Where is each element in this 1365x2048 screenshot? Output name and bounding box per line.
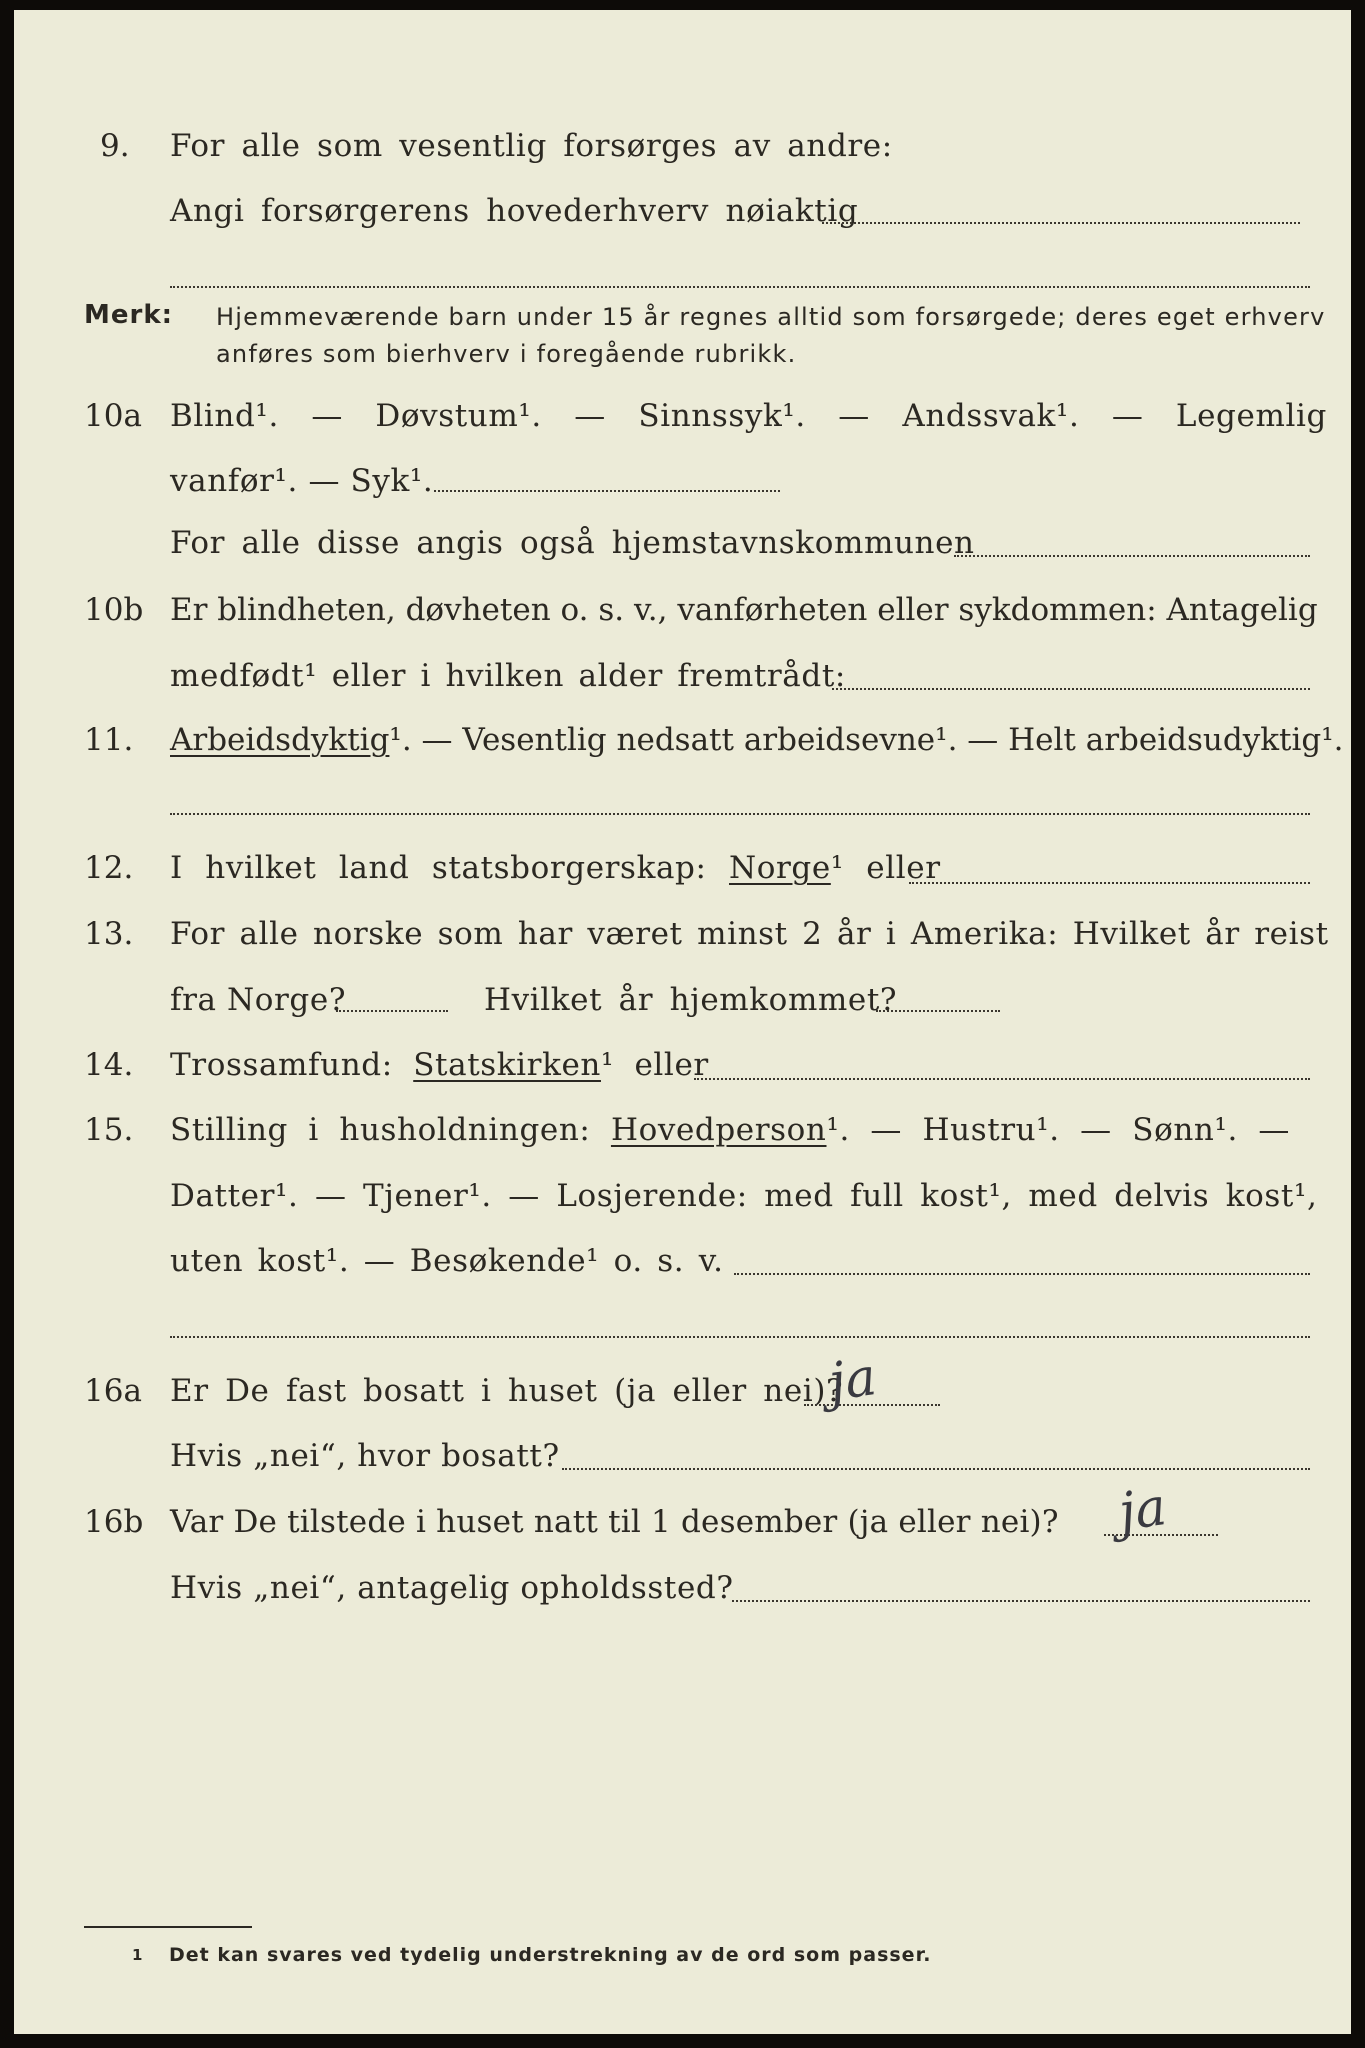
q12-suffix: ¹ eller bbox=[830, 850, 941, 886]
q11-blank-line[interactable] bbox=[170, 813, 1310, 815]
q16b-line2: Hvis „nei“, antagelig opholdssted? bbox=[170, 1570, 734, 1606]
merk-line1: Hjemmeværende barn under 15 år regnes alltid som forsørgede; deres eget erhverv bbox=[216, 303, 1326, 331]
q14-line bbox=[170, 1047, 709, 1083]
q10b-answer-line[interactable] bbox=[832, 688, 1310, 690]
q10a-line2: vanfør¹. — Syk¹. bbox=[170, 463, 434, 499]
q11-options-rest: ¹. — Vesentlig nedsatt arbeidsevne¹. — Helt arbeidsudyktig¹. bbox=[389, 722, 1344, 758]
q15-line1-rest: ¹. — Hustru¹. — Sønn¹. — bbox=[826, 1112, 1290, 1148]
q16a-line2: Hvis „nei“, hvor bosatt? bbox=[170, 1438, 560, 1474]
q14-suffix: ¹ eller bbox=[600, 1047, 709, 1083]
q16a-line1: Er De fast bosatt i huset (ja eller nei)? bbox=[170, 1373, 844, 1409]
q14-answer-line[interactable] bbox=[694, 1078, 1310, 1080]
q14-number: 14. bbox=[84, 1047, 134, 1083]
q13-line2a: fra Norge? bbox=[170, 982, 347, 1018]
q13-reist-answer-line[interactable] bbox=[336, 1010, 448, 1012]
q13-hjemkommet-answer-line[interactable] bbox=[876, 1010, 1000, 1012]
q16a-bosatt-answer-line[interactable] bbox=[562, 1468, 1310, 1470]
q12-answer-line[interactable] bbox=[909, 882, 1310, 884]
q15-blank-line[interactable] bbox=[170, 1336, 1310, 1338]
q15-number: 15. bbox=[84, 1112, 134, 1148]
q10a-number: 10a bbox=[84, 398, 142, 434]
q16b-opholdssted-answer-line[interactable] bbox=[732, 1600, 1310, 1602]
q13-line2b: Hvilket år hjemkommet? bbox=[484, 982, 898, 1018]
q16b-number: 16b bbox=[84, 1504, 144, 1540]
q12-line bbox=[170, 850, 941, 886]
footnote-text: Det kan svares ved tydelig understrekning av de ord som passer. bbox=[169, 1944, 932, 1966]
census-form-page bbox=[14, 10, 1351, 2034]
q15-line2: Datter¹. — Tjener¹. — Losjerende: med full kost¹, med delvis kost¹, bbox=[170, 1178, 1318, 1214]
q9-line1: For alle som vesentlig forsørges av andre: bbox=[170, 128, 893, 164]
q9-answer-line[interactable] bbox=[822, 222, 1300, 224]
q15-answer-line[interactable] bbox=[734, 1273, 1310, 1275]
q10b-line2: medfødt¹ eller i hvilken alder fremtrådt: bbox=[170, 658, 846, 694]
footnote-mark: 1 bbox=[132, 1946, 144, 1964]
q11-line bbox=[170, 722, 1344, 758]
q10a-line1: Blind¹. — Døvstum¹. — Sinnssyk¹. — Andssvak¹. — Legemlig bbox=[170, 398, 1327, 434]
q14-prefix: Trossamfund: bbox=[170, 1047, 393, 1083]
merk-line2: anføres som bierhverv i foregående rubrikk. bbox=[216, 340, 797, 368]
q12-number: 12. bbox=[84, 850, 134, 886]
footnote-rule bbox=[84, 1926, 252, 1928]
q10a-syk-answer-line[interactable] bbox=[434, 490, 780, 492]
q12-option-norge[interactable]: Norge bbox=[729, 850, 831, 886]
q16a-number: 16a bbox=[84, 1373, 142, 1409]
q11-number: 11. bbox=[84, 722, 134, 758]
q16a-handwritten-answer: ja bbox=[825, 1347, 881, 1413]
q16b-handwritten-answer: ja bbox=[1115, 1477, 1171, 1543]
q13-number: 13. bbox=[84, 916, 134, 952]
q9-number: 9. bbox=[100, 128, 130, 164]
q10a-line3: For alle disse angis også hjemstavnskommunen bbox=[170, 525, 975, 561]
q10b-number: 10b bbox=[84, 592, 144, 628]
q13-line1: For alle norske som har været minst 2 år i Amerika: Hvilket år reist bbox=[170, 916, 1329, 952]
q10b-line1: Er blindheten, døvheten o. s. v., vanførheten eller sykdommen: Antagelig bbox=[170, 592, 1318, 628]
q15-option-hovedperson[interactable]: Hovedperson bbox=[610, 1112, 827, 1148]
q11-option-arbeidsdyktig[interactable]: Arbeidsdyktig bbox=[170, 722, 390, 758]
q14-option-statskirken[interactable]: Statskirken bbox=[413, 1047, 601, 1083]
q15-line1 bbox=[170, 1112, 1290, 1148]
merk-label: Merk: bbox=[84, 300, 174, 330]
q9-blank-line[interactable] bbox=[170, 286, 1310, 288]
q12-prefix: I hvilket land statsborgerskap: bbox=[170, 850, 707, 886]
q15-prefix: Stilling i husholdningen: bbox=[170, 1112, 591, 1148]
q10a-hjemstavn-answer-line[interactable] bbox=[954, 555, 1310, 557]
q16b-line1: Var De tilstede i huset natt til 1 desember (ja eller nei)? bbox=[170, 1504, 1059, 1540]
q15-line3: uten kost¹. — Besøkende¹ o. s. v. bbox=[170, 1243, 724, 1279]
q9-line2: Angi forsørgerens hovederhverv nøiaktig bbox=[170, 193, 859, 229]
